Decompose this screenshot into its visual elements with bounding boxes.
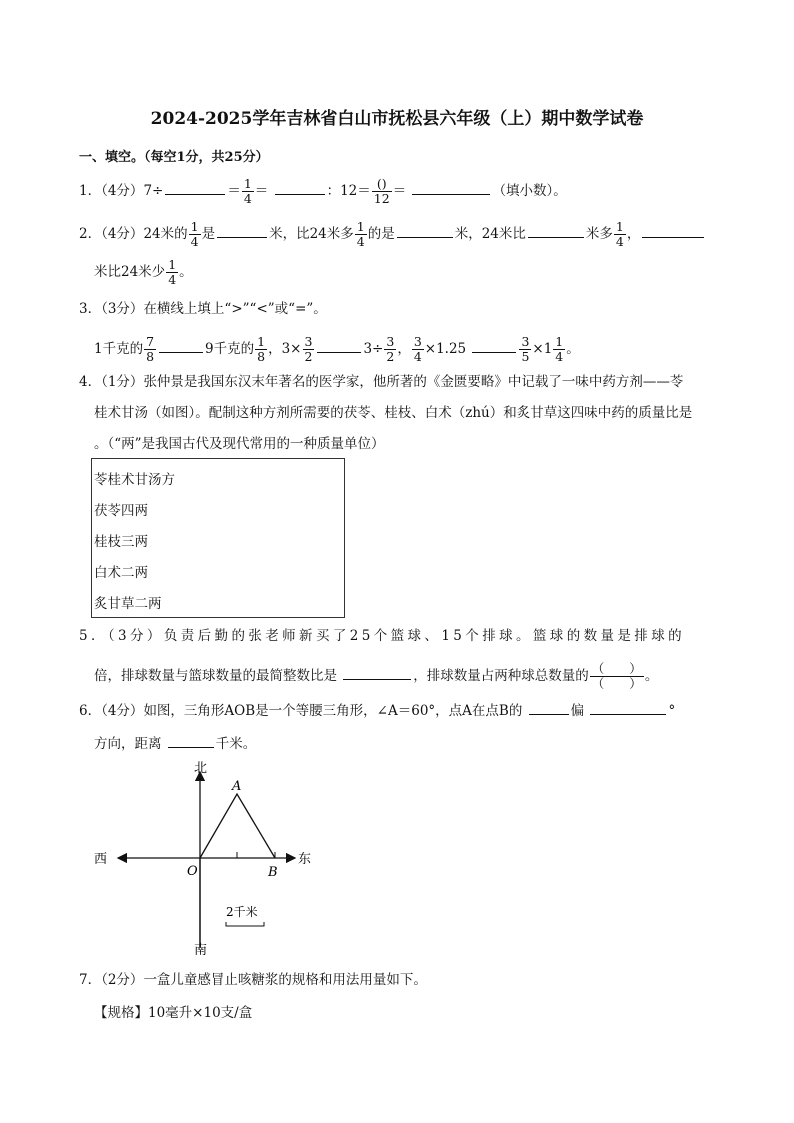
question-3-prompt: 3．（3分）在横线上填上“>”“<”或“=”。 [79,301,327,317]
fraction: $\frac{( )}{( )}$ [591,661,642,691]
label-west: 西 [94,852,108,867]
question-2-line-1: 2．（4分）24米的 $\frac{1}{4}$ 是 米，比24米多 $\frac{1}{4}$ 的是 米，24米比 米多 $\frac{1}{4}$ ， [79,220,706,249]
fraction: $\frac{3}{5}$ [521,334,530,364]
answer-blank[interactable] [529,700,569,715]
document-title: 2024-2025学年吉林省白山市抚松县六年级（上）期中数学试卷 [150,109,644,129]
label-b: B [268,865,278,880]
question-3-comparisons: 1千克的 $\frac{7}{8}$ 9千克的 $\frac{1}{8}$ ，3× $\frac{3}{2}$ 3÷ $\frac{3}{2}$ ， $\frac{3}{4}$ ×1.25 $\frac{3}{5}$ ×1 $\frac{1}{4}$ 。 [94,334,580,364]
recipe-line: 桂枝三两 [94,534,148,550]
question-score: （4分） [101,226,144,242]
fraction: $\frac{7}{8}$ [146,334,155,364]
label-north: 北 [194,761,208,776]
recipe-box [91,458,345,618]
section-heading: 一、填空。（每空1分，共25分） [79,150,269,165]
direction-diagram [80,752,320,962]
label-east: 东 [298,852,312,867]
answer-blank[interactable] [165,180,225,195]
question-4-line-2: 桂术甘汤（如图）。配制这种方剂所需要的茯苓、桂枝、白术（zhú）和炙甘草这四味中药的质量比是 [94,405,693,421]
question-number: 3． [79,301,102,317]
question-score: （2分） [101,972,144,988]
answer-blank[interactable] [275,180,325,195]
question-2-line-2: 米比24米少 $\frac{1}{4}$ 。 [94,257,193,287]
label-south: 南 [194,943,208,958]
recipe-line: 苓桂术甘汤方 [94,472,175,488]
scale-bar [226,922,264,926]
question-6-line-2: 方向，距离 千米。 [94,733,256,753]
answer-blank[interactable] [343,665,411,680]
answer-blank[interactable] [642,223,704,238]
fraction: $\frac{3}{2}$ [386,334,395,364]
question-number: 2． [79,226,102,242]
scale-label: 2千米 [226,905,258,919]
answer-blank[interactable] [590,700,666,715]
recipe-line: 茯苓四两 [94,503,148,519]
question-5-line-1: 5．（3分）负责后勤的张老师新买了25个篮球、15个排球。篮球的数量是排球的 [79,628,685,644]
fraction: $\frac{3}{2}$ [304,334,313,364]
answer-blank[interactable] [412,180,490,195]
question-score: （3分） [107,628,164,644]
recipe-line: 白术二两 [94,565,148,581]
question-5-line-2: 倍，排球数量与篮球数量的最简整数比是 ，排球数量占两种球总数量的 $\frac{( )}{( )}$ 。 [94,661,659,691]
fraction: $\frac{1}{4}$ [356,219,365,249]
question-number: 5． [79,628,108,644]
question-score: （1分） [101,374,144,390]
question-6-line-1: 6．（4分）如图，三角形AOB是一个等腰三角形，∠A＝60°，点A在点B的 偏 ° [79,700,675,720]
question-4-line-3: 。（“两”是我国古代及现代常用的一种质量单位） [94,436,385,452]
answer-blank[interactable] [159,338,203,353]
question-number: 4． [79,374,102,390]
triangle-aob [200,794,275,858]
question-number: 6． [79,703,102,719]
question-number: 7． [79,972,102,988]
question-score: （4分） [101,183,144,199]
recipe-line: 炙甘草二两 [94,596,162,612]
question-7-spec: 【规格】10毫升×10支/盒 [94,1005,253,1021]
question-number: 1． [79,183,102,199]
question-score: （4分） [101,703,144,719]
label-o: O [187,864,198,879]
answer-blank[interactable] [168,733,214,748]
fraction: $\frac{3}{4}$ [413,334,422,364]
fraction: $\frac{1}{4}$ [243,176,252,206]
question-score: （3分） [101,301,144,317]
answer-blank[interactable] [217,223,267,238]
answer-blank[interactable] [528,223,584,238]
fraction: $\frac{1}{8}$ [257,334,266,364]
answer-blank[interactable] [472,338,516,353]
fraction: $\frac{1}{4}$ [555,334,564,364]
answer-blank[interactable] [317,338,361,353]
fraction: $\frac{1}{4}$ [168,257,177,287]
fraction: $\frac{1}{4}$ [615,219,624,249]
question-1: 1．（4分）7÷ ＝ $\frac{1}{4}$ ＝ ：12＝ $\frac{()}{12}$ ＝ （填小数）。 [79,176,567,206]
fraction: $\frac{1}{4}$ [190,219,199,249]
answer-blank[interactable] [397,223,453,238]
label-a: A [232,779,242,794]
fraction: $\frac{()}{12}$ [373,176,390,206]
question-7: 7．（2分）一盒儿童感冒止咳糖浆的规格和用法用量如下。 [79,972,427,988]
question-4-line-1: 4．（1分）张仲景是我国东汉末年著名的医学家，他所著的《金匮要略》中记载了一味中药方剂——苓 [79,374,684,390]
